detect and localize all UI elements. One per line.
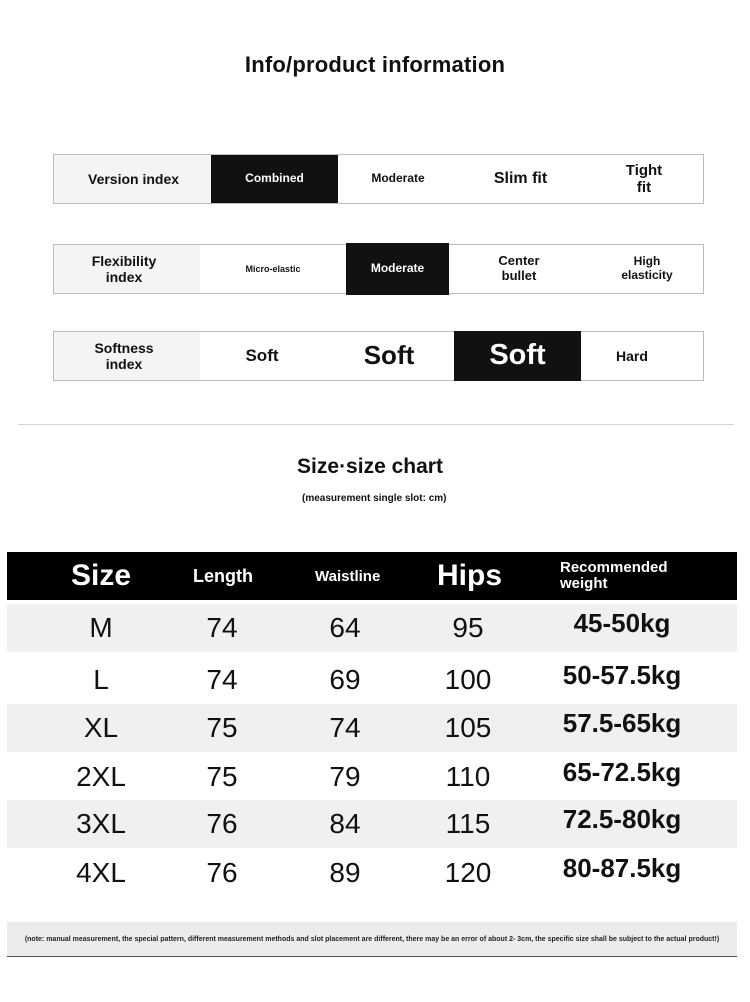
- version-index-label: Version index: [54, 155, 211, 203]
- cell-length: 75: [206, 712, 238, 743]
- cell-weight: 50-57.5kg: [562, 659, 682, 690]
- cell-size: XL: [83, 712, 119, 743]
- cell-hips: 100: [444, 664, 492, 695]
- table-row: [7, 849, 737, 897]
- header-waistline: Waistline: [315, 567, 381, 585]
- table-row: [7, 604, 737, 652]
- cell-length: 75: [206, 761, 238, 792]
- header-hips: Hips: [437, 559, 503, 592]
- cell-weight: 80-87.5kg: [562, 852, 682, 883]
- flexibility-index-bar: [53, 244, 704, 294]
- table-row: [7, 656, 737, 704]
- cell-length: 74: [206, 612, 238, 643]
- cell-hips: 120: [444, 857, 492, 888]
- cell-hips: 115: [445, 808, 491, 839]
- header-length: Length: [193, 565, 253, 586]
- softness-option-soft-2: Soft: [363, 340, 415, 371]
- version-option-moderate: Moderate: [371, 171, 425, 186]
- softness-option-soft-1: Soft: [245, 346, 279, 366]
- table-row: [7, 753, 737, 801]
- cell-waistline: 69: [329, 664, 361, 695]
- cell-length: 76: [206, 808, 238, 839]
- softness-index-label: Softness index: [54, 332, 200, 380]
- version-index-bar: [53, 154, 704, 204]
- version-option-tight-fit: Tight fit: [625, 161, 663, 196]
- flexibility-option-moderate: Moderate: [346, 243, 449, 295]
- cell-weight: 72.5-80kg: [562, 803, 682, 834]
- cell-weight: 65-72.5kg: [562, 756, 682, 787]
- cell-waistline: 74: [329, 712, 361, 743]
- cell-size: 3XL: [76, 808, 126, 839]
- cell-hips: 105: [444, 712, 492, 743]
- size-table-header: [7, 552, 737, 600]
- header-recommended-weight: Recommended weight: [560, 558, 668, 592]
- softness-option-soft-3: Soft: [454, 331, 581, 381]
- cell-size: 2XL: [76, 761, 126, 792]
- cell-waistline: 89: [329, 857, 361, 888]
- measurement-footnote: (note: manual measurement, the special pattern, different measurement methods and slot placement are different, there may be an error of about 2- 3cm, the specific size shall be subject to the actual product!): [7, 922, 737, 957]
- flexibility-option-center-bullet: Center bullet: [498, 253, 540, 283]
- table-row: [7, 704, 737, 752]
- cell-size: 4XL: [76, 857, 126, 888]
- cell-hips: 95: [452, 612, 484, 643]
- cell-size: L: [93, 664, 109, 695]
- version-option-slim-fit: Slim fit: [493, 169, 548, 187]
- unit-note: (measurement single slot: cm): [302, 493, 447, 504]
- cell-waistline: 64: [329, 612, 361, 643]
- cell-weight: 45-50kg: [573, 607, 671, 638]
- table-row: [7, 800, 737, 848]
- softness-option-hard: Hard: [616, 347, 648, 364]
- section-divider: [18, 424, 734, 425]
- flexibility-option-micro-elastic: Micro-elastic: [245, 263, 301, 274]
- flexibility-index-label: Flexibility index: [54, 245, 200, 293]
- cell-hips: 110: [445, 761, 491, 792]
- cell-weight: 57.5-65kg: [562, 707, 682, 738]
- header-size: Size: [71, 559, 132, 592]
- info-title: Info/product information: [244, 52, 506, 77]
- version-option-combined: Combined: [211, 155, 338, 203]
- cell-length: 76: [206, 857, 238, 888]
- size-chart-title: Size·size chart: [297, 455, 443, 478]
- cell-size: M: [89, 612, 113, 643]
- cell-waistline: 84: [329, 808, 361, 839]
- softness-index-bar: [53, 331, 704, 381]
- flexibility-option-high-elasticity: High elasticity: [621, 254, 673, 282]
- cell-length: 74: [206, 664, 238, 695]
- cell-waistline: 79: [329, 761, 361, 792]
